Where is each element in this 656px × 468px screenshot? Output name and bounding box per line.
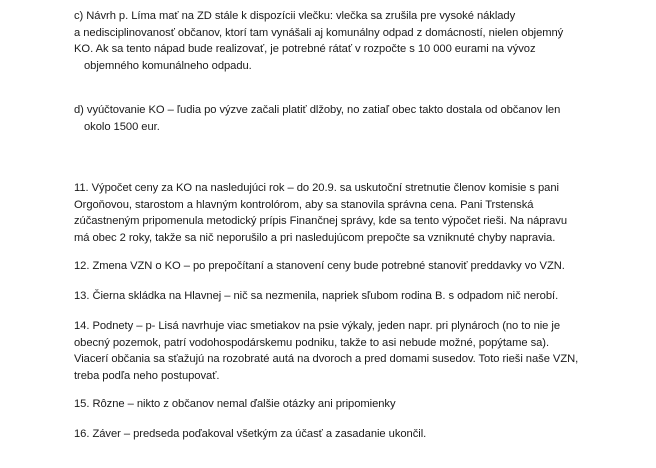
paragraph-11 [74,180,567,246]
paragraph-14 [74,318,578,384]
paragraph-15 [74,396,396,413]
text-line: 12. Zmena VZN o KO – po prepočítaní a stanovení ceny bude potrebné stanoviť preddavky vo VZN. [74,260,565,272]
paragraph-d [74,102,560,135]
paragraph-16 [74,426,426,443]
text-line: KO. Ak sa tento nápad bude realizovať, je potrebné rátať v rozpočte s 10 000 eurami na vývoz [74,43,536,56]
text-line: obecný pozemok, patrí vodohospodárskemu podniku, takže to asi nebude možné, popýtame sa). [74,336,550,349]
text-line: 15. Rôzne – nikto z občanov nemal ďalšie otázky ani pripomienky [74,398,396,410]
text-line: 11. Výpočet ceny za KO na nasledujúci rok – do 20.9. sa uskutoční stretnutie členov komisie s pani [74,182,559,194]
paragraph-13 [74,288,558,305]
text-line: Orgoňovou, starostom a hlavným kontrolórom, aby sa stanovila správna cena. Pani Trstenská [74,198,534,211]
text-line: treba podľa neho postupovať. [74,369,220,382]
text-line: okolo 1500 eur. [84,120,160,133]
paragraph-12 [74,258,565,275]
text-line: Viacerí občania sa sťažujú na rozobraté autá na dvoroch a pred domami susedov. Toto rieši naše VZN, [74,353,579,366]
text-line: d) vyúčtovanie KO – ľudia po výzve začali platiť dlžoby, no zatiaľ obec takto dostala od občanov len [74,104,561,116]
text-line: má obec 2 roky, takže sa nič neporušilo a pri nasledujúcom prepočte sa vzniknuté chyby napravia. [74,231,556,244]
paragraph-c [64,8,563,74]
text-line: zúčastneným pripomenula metodický prípis Finančnej správy, kde sa tento výpočet rieši. Na nápravu [74,215,568,228]
text-line: 13. Čierna skládka na Hlavnej – nič sa nezmenila, napriek sľubom rodina B. s odpadom nič nerobí. [74,290,559,302]
text-line: c) Návrh p. Líma mať na ZD stále k dispozícii vlečku: vlečka sa zrušila pre vysoké náklady [74,10,516,22]
text-line: a nedisciplinovanosť občanov, ktorí tam vynášali aj komunálny odpad z domácností, nielen objemný [74,26,564,39]
text-line: objemného komunálneho odpadu. [84,59,252,72]
text-line: 16. Záver – predseda poďakoval všetkým za účasť a zasadanie ukončil. [74,428,427,440]
text-line: 14. Podnety – p- Lisá navrhuje viac smetiakov na psie výkaly, jeden napr. pri plynároch (no to nie je [74,320,561,332]
